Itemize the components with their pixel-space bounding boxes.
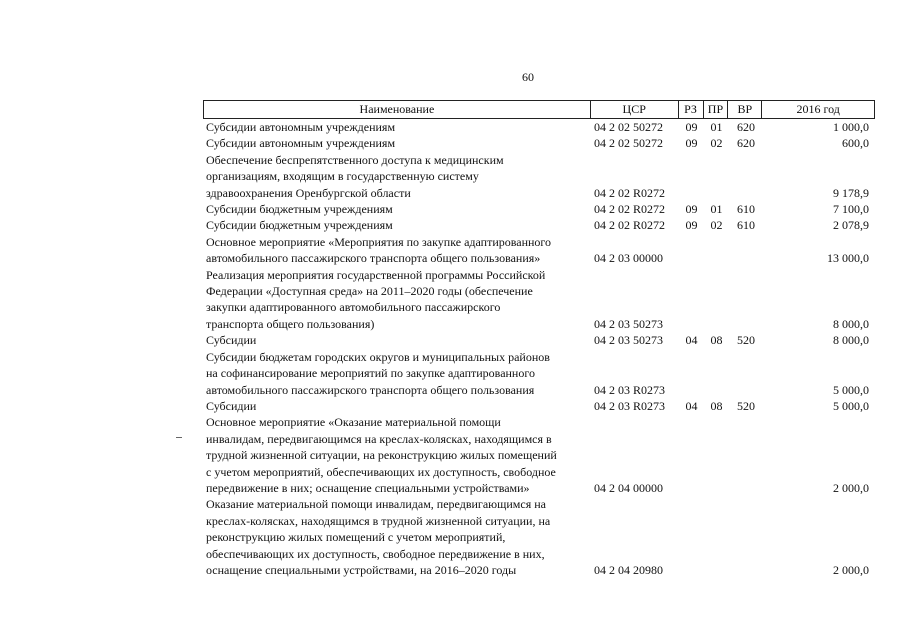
header-year: 2016 год <box>796 102 840 117</box>
row-name-line: Субсидии <box>206 398 257 413</box>
row-name-line: креслах-колясках, находящимся в трудной жизненной ситуации, на <box>206 513 551 528</box>
row-name <box>203 349 591 398</box>
row-name-line: Субсидии автономным учреждениям <box>206 120 396 134</box>
row-rz: 04 <box>685 333 698 348</box>
row-csr: 04 2 02 R0272 <box>594 185 666 200</box>
row-csr: 04 2 03 R0273 <box>594 398 666 413</box>
row-name-line: Оказание материальной помощи инвалидам, передвигающимся на <box>206 497 546 512</box>
row-pr: 02 <box>710 136 723 151</box>
table-row <box>203 267 875 333</box>
row-csr: 04 2 03 R0273 <box>594 382 666 397</box>
row-pr: 01 <box>710 120 723 134</box>
table-body <box>203 119 875 578</box>
table-row <box>203 234 875 267</box>
row-name <box>203 201 591 217</box>
row-name-line: обеспечивающих их доступность, свободное передвижение в них, <box>206 546 545 561</box>
row-name <box>203 152 591 201</box>
table-row <box>203 201 875 217</box>
row-name-line: Субсидии <box>206 333 257 348</box>
row-vr: 620 <box>737 136 755 151</box>
row-csr: 04 2 04 00000 <box>594 480 663 495</box>
row-sum: 1 000,0 <box>833 120 869 134</box>
row-name-line: на софинансирование мероприятий по закупке адаптированного <box>206 366 535 381</box>
row-name-line: транспорта общего пользования) <box>206 316 375 331</box>
row-csr: 04 2 02 50272 <box>594 136 663 151</box>
row-name <box>203 135 591 151</box>
row-name-line: закупки адаптированного автомобильного пассажирского <box>206 300 501 315</box>
row-pr: 08 <box>710 398 723 413</box>
row-name-line: Субсидии автономным учреждениям <box>206 136 396 151</box>
row-name <box>203 332 591 348</box>
row-sum: 8 000,0 <box>833 316 869 331</box>
row-name-line: инвалидам, передвигающимся на креслах-колясках, находящимся в <box>206 431 552 446</box>
row-name <box>203 496 591 578</box>
row-name-line: здравоохранения Оренбургской области <box>206 185 411 200</box>
row-name-line: автомобильного пассажирского транспорта общего пользования» <box>206 251 541 266</box>
row-sum: 5 000,0 <box>833 382 869 397</box>
header-name: Наименование <box>204 101 591 118</box>
table-row <box>203 414 875 496</box>
row-rz: 09 <box>685 218 698 233</box>
row-name-line: с учетом мероприятий, обеспечивающих их доступность, свободное <box>206 464 556 479</box>
row-sum: 5 000,0 <box>833 398 869 413</box>
header-pr: ПР <box>704 101 729 118</box>
row-name-line: Основное мероприятие «Мероприятия по закупке адаптированного <box>206 234 552 249</box>
row-sum: 8 000,0 <box>833 333 869 348</box>
table-row <box>203 332 875 348</box>
row-pr: 01 <box>710 202 723 217</box>
row-name-line: Основное мероприятие «Оказание материальной помощи <box>206 415 501 430</box>
row-rz: 09 <box>685 120 698 134</box>
row-sum: 7 100,0 <box>833 202 869 217</box>
margin-mark <box>176 437 182 438</box>
row-name-line: Федерации «Доступная среда» на 2011–2020 годы (обеспечение <box>206 284 533 299</box>
row-csr: 04 2 04 20980 <box>594 562 663 577</box>
row-name <box>203 267 591 333</box>
row-sum: 2 078,9 <box>833 218 869 233</box>
row-name-line: автомобильного пассажирского транспорта общего пользования <box>206 382 535 397</box>
row-name-line: Обеспечение беспрепятственного доступа к медицинским <box>206 152 504 167</box>
table-row <box>203 496 875 578</box>
row-name-line: оснащение специальными устройствами, на 2016–2020 годы <box>206 562 517 577</box>
row-sum: 600,0 <box>842 136 869 151</box>
row-name <box>203 119 591 135</box>
row-rz: 09 <box>685 202 698 217</box>
row-sum: 2 000,0 <box>833 480 869 495</box>
row-name-line: организациям, входящим в государственную систему <box>206 169 479 184</box>
header-rz: РЗ <box>679 101 704 118</box>
row-rz: 04 <box>685 398 698 413</box>
row-sum: 2 000,0 <box>833 562 869 577</box>
table-row <box>203 152 875 201</box>
header-vr: ВР <box>728 101 762 118</box>
header-csr: ЦСР <box>591 101 679 118</box>
row-pr: 02 <box>710 218 723 233</box>
row-vr: 620 <box>737 120 755 134</box>
row-name <box>203 217 591 233</box>
row-name-line: Реализация мероприятия государственной программы Российской <box>206 267 546 282</box>
row-name-line: Субсидии бюджетным учреждениям <box>206 218 393 233</box>
row-name-line: реконструкцию жилых помещений с учетом мероприятий, <box>206 530 506 545</box>
row-csr: 04 2 03 50273 <box>594 333 663 348</box>
row-vr: 610 <box>737 202 755 217</box>
row-name <box>203 234 591 267</box>
row-name-line: передвижение в них; оснащение специальными устройствами» <box>206 480 530 495</box>
row-csr: 04 2 02 R0272 <box>594 218 666 233</box>
table-header <box>203 100 875 119</box>
row-sum: 13 000,0 <box>827 251 869 266</box>
table-row <box>203 135 875 151</box>
row-pr: 08 <box>710 333 723 348</box>
table-row <box>203 349 875 398</box>
row-name-line: Субсидии бюджетным учреждениям <box>206 202 393 217</box>
row-csr: 04 2 02 50272 <box>594 120 663 134</box>
table-row <box>203 398 875 414</box>
row-vr: 520 <box>737 333 755 348</box>
table-row <box>203 119 875 135</box>
row-vr: 610 <box>737 218 755 233</box>
row-csr: 04 2 03 50273 <box>594 316 663 331</box>
page-number: 60 <box>522 70 534 84</box>
table-row <box>203 217 875 233</box>
row-sum: 9 178,9 <box>833 185 869 200</box>
budget-table <box>203 100 875 578</box>
row-csr: 04 2 02 R0272 <box>594 202 666 217</box>
row-name-line: трудной жизненной ситуации, на реконструкцию жилых помещений <box>206 448 557 463</box>
row-csr: 04 2 03 00000 <box>594 251 663 266</box>
row-name-line: Субсидии бюджетам городских округов и муниципальных районов <box>206 349 550 364</box>
row-vr: 520 <box>737 398 755 413</box>
row-name <box>203 398 591 414</box>
row-rz: 09 <box>685 136 698 151</box>
row-name <box>203 414 591 496</box>
